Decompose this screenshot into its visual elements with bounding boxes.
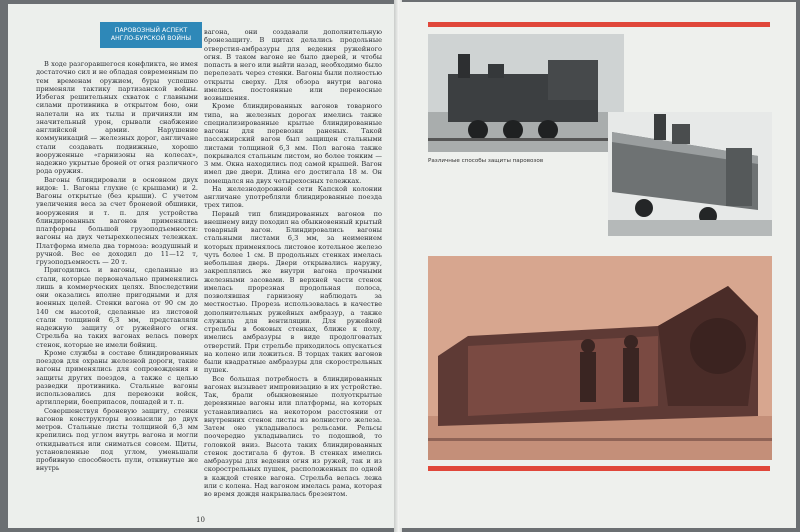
paragraph: Вагоны блиндировали в основном двух видов: 1. Вагоны глухие (с крышами) и 2. Вагоны открытые (без крыши). С учетом увеличения веса за счет броневой обшивки, вооружения и т. п. для устройства блиндированных вагонов применялись платформы большой грузоподъемности: вагоны на двух четырехколесных тележках. Платформа имела два тормоза: воздушный и ручной. Вес ее доходил до 11—12 т, грузоподъемность — 20 т.	[36, 175, 198, 266]
armored-wagon-photo	[608, 112, 772, 236]
paragraph: Кроме блиндированных вагонов товарного типа, на железных дорогах имелись также специализированные крытые блиндированные вагоны для перевозки раненых. Такой пассажирский вагон был защищен стальными листами толщиной 6,3 мм. Пол вагона также покрывался стальным листом, но более тонким — 3 мм. Окна находились под самой крышей. Вагон имел две двери. Длина его достигала 18 м. Он помещался на двух четырехосных тележках.	[204, 102, 382, 185]
left-page	[8, 4, 396, 528]
paragraph: Пригодились и вагоны, сделанные из стали, которые первоначально применялись лишь в коммерческих целях. Впоследствии они оказались вполне пригодными и для военных целей. Стенки вагона от 90 см до 140 см высотой, сделанные из листовой стали толщиной 6,3 мм, представляли надежную защиту от ружейного огня. Стрельба на таких вагонах велась поверх стенок, которые не имели бойниц.	[36, 266, 198, 349]
paragraph: вагона, они создавали дополнительную бронезащиту. В щитах делались продольные отверстия-амбразуры для ведения ружейного огня. В таком вагоне не было дверей, и чтобы попасть в него или выйти назад, необходимо было перелезать через стенки. Вагоны были полностью открыты сверху. Для обзора внутри вагона имелись постоянные или переносные возвышения.	[204, 28, 382, 102]
paragraph: Совершенствуя броневую защиту, стенки вагонов конструкторы возвысили до двух метров. Стальные листы толщиной 6,3 мм крепились под углом внутрь вагона и могли откидываться или сниматься совсем. Щиты, установленные под углом, уменьшали пробивную способность пули, откинутые же внутрь	[36, 406, 198, 473]
armored-locomotive-photo	[428, 34, 624, 152]
improvised-armored-train-photo	[428, 256, 772, 460]
bottom-red-rule	[428, 466, 770, 471]
top-red-rule	[428, 22, 770, 27]
paragraph: Кроме службы в составе блиндированных поездов для охраны железной дороги, такие вагоны применялись для сопровождения и защиты других поездов, а также с целью разведки противника. Стальные вагоны использовались для перевозки войск, артиллерии, боеприпасов, лошадей и т. п.	[36, 348, 198, 407]
text-column-2	[204, 28, 382, 512]
paragraph: В ходе разгоравшегося конфликта, не имея достаточно сил и не обладая современным по тем временам оружием, буры успешно применяли тактику партизанской войны. Избегая решительных схваток с главными силами противника в открытом бою, они налетали на их тылы и причиняли им значительный урон, срывали снабжение английской армии. Нарушение коммуникаций — железных дорог, англичане стали создавать подвижные, хорошо вооруженные «гарнизоны на колесах», надежно укрытые броней от огня различного рода оружия.	[36, 60, 198, 176]
text-column-1	[36, 60, 198, 512]
right-page	[400, 2, 796, 528]
section-title-line1: ПАРОВОЗНЫЙ АСПЕКТ	[114, 27, 188, 34]
page-number: 10	[196, 516, 205, 524]
paragraph: Первый тип блиндированных вагонов по внешнему виду походил на обыкновенный крытый товарный вагон. Блиндировались вагоны стальными листами 6,3 мм, за неимением которых применялось листовое котельное железо чуть более 1 см. В продольных стенках имелась небольшая дверь. Двери открывались наружу, закреплялись же внутри вагона прочными железными засовами. В верхней части стенок имелась прорезная продольная полоса, позволявшая гарнизону наблюдать за местностью. Прорезь использовалась в качестве дополнительных ружейных амбразур, а также служила для вентиляции. Для ружейной стрельбы в боковых стенках, ближе к полу, имелись амбразуры в виде продолговатых отверстий. При стрельбе приходилось опускаться на колено или ложиться. В торцах таких вагонов были квадратные амбразуры для скорострельных пушек.	[204, 209, 382, 375]
paragraph: На железнодорожной сети Капской колонии англичане употребляли блиндированные поезда трех типов.	[204, 184, 382, 210]
section-title-box	[100, 22, 202, 48]
section-title-line2: АНГЛО-БУРСКОЙ ВОЙНЫ	[110, 35, 192, 42]
paragraph: Все большая потребность в блиндированных вагонах вызывает импровизацию в их устройстве. Так, брали обыкновенные полуоткрытые деревянные вагоны или платформы, на которых устанавливались на некотором расстоянии от внутренних стенок листы из волнистого железа. Затем оно укладывалось рельсами. Рельсы поочередно укладывались то подошвой, то головкой вниз. Высота таких блиндированных стенок достигала 6 футов. В стенках имелись амбразуры для ведения огня из ружей, так и из скорострельных пушек, расположенных по одной в каждой стенке вагона. Стрельба велась лежа или с колена. Над вагоном имелась рама, которая во время дождя накрывалась брезентом.	[204, 374, 382, 498]
photo-caption: Различные способы защиты паровозов	[428, 158, 544, 164]
